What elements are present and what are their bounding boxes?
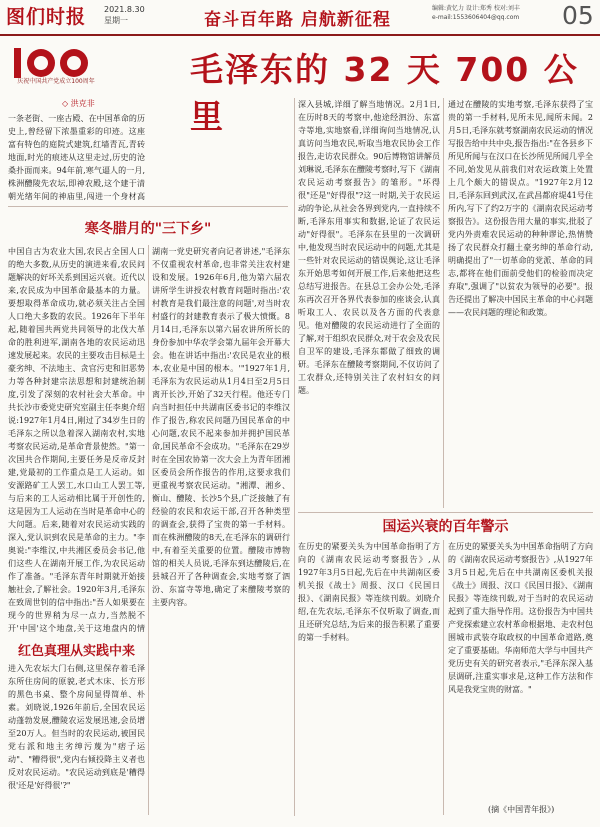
column-divider [443,98,444,508]
column-divider [148,245,149,815]
column-divider [443,540,444,815]
logo-caption: 庆祝中国共产党成立100周年 [17,78,95,85]
divider [8,206,288,207]
column-divider [294,98,295,816]
page-slogan: 奋斗百年路 启航新征程 [204,10,391,30]
masthead [0,0,600,36]
section-title-2: 国运兴衰的百年警示 [382,519,509,535]
divider [298,512,593,513]
column-3-bottom-text: 在历史的紧要关头为中国革命指明了方向的《湖南农民运动考察报告》,从1927年3月5日起,先后在中共湖南区委机关报《战士》周报、汉口《民国日报》、《湖南民报》等连续刊载。刘晓介绍,在先农坛,毛泽东不仅听取了调查,而且还研究总结,为后来的报告积累了重要的第一手材料。 [298,542,440,642]
column-4-bottom-text: 在历史的紧要关头为中国革命指明了方向的《湖南农民运动考察报告》,从1927年3月5日起,先后在中共湖南区委机关报《战士》周报、汉口《民国日报》、《湖南民报》等连续刊载,对于当时的农民运动起到了重大指导作用。这份报告为中国共产党探索建立农村革命根据地、走农村包围城市武装夺取政权的中国革命道路,奠定了重要基础。华南师范大学与中国共产党历史有关的研究者表示,"毛泽东深入基层调研,注重实事求是,这种工作方法和作风是我党宝贵的财富。" [448,542,593,694]
column-4-text: 通过在醴陵的实地考察,毛泽东获得了宝贵的第一手材料,见所未见,闻所未闻。2月5日,毛泽东就考察湖南农民运动的情况写报告给中共中央,报告指出:"在各县乡下所见所闻与在汉口在长沙所见所闻几乎全不同,始发见从前我们对农运政策上处置上几个颇大的错误点。"1927年2月12日,毛泽东回到武汉,在武昌都府堤41号住所内,写下了约2万字的《湖南农民运动考察报告》。这份报告用大量的事实,批驳了党内外责难农民运动的种种谬论,热情赞扬了农民群众打翻土豪劣绅的革命行动,明确提出了"一切革命的党派、革命的同志,都将在他们面前受他们的检验而决定弃取",强调了"以贫农为领导的必要"。报告还提出了解决中国民主革命的中心问题——农民问题的理论和政策。 [448,100,593,317]
section-title-1: 寒冬腊月的"三下乡" [84,221,212,237]
newspaper-brand: 图们时报 [6,6,87,28]
editor-info [432,4,557,22]
author-byline: ◇ 洪克非 [62,99,95,108]
article-headline: 毛泽东的 32 天 700 公里 [190,50,579,136]
issue-date-block [104,4,145,26]
intro-paragraph-cont [152,98,290,186]
intro-paragraph: 一条老街、一座古殿、在中国革命的历史上,曾经留下浓墨重彩的印迹。这座富有特色的庭院式建筑,红墙青瓦,青砖地面,时光的痕迹从这里走过,历史的沧桑扑面而来。94年前,寒气逼人的一月,株洲醴陵先农坛,即神农殿,这个建于清朝光绪年间的神庙里,闯进一个身材高 [8,114,145,200]
section-title-3: 红色真理从实践中来 [17,644,135,659]
issue-weekday: 星期一 [104,16,128,25]
source-note: (摘《中国青年报》) [488,805,555,814]
column-3-text: 深入县城,详细了解当地情况。2月1日,在历时8天的考察中,他途经泗汾、东富寺等地,实地察看,详细询问当地情况,认真访问当地农民,听取当地农民协会工作报告,走访农民群众。90后博物馆讲解员刘琳说,毛泽东在醴陵考察时,写下《湖南农民运动考察报告》的雏形。"坏得很"还是"好得很"?这一时期,关于农民运动的争论,从社会各界到党内,一直持续不断,毛泽东用事实和数据,论证了农民运动"好得很"。毛泽东在县里的一次调研中,他发现当时农民运动中的问题,尤其是一些针对农民运动的错误舆论,这让毛泽东开始思考如何开展工作,后来他把这些总结写进报告。在县总工会办公处,毛泽东再次召开各界代表参加的座谈会,认真听取工人、农民以及各方面的代表意见。他对醴陵的农民运动进行了全面的了解,对于组织农民群众,对于农会及农民自卫军的建设,毛泽东都做了细致的调研。毛泽东在醴陵考察期间,不仅访问了工农群众,还特别关注了农村妇女的问题。 [298,100,440,395]
editor-credits: 编辑:黄忆力 设计:郑秀 校对:刘丰 [432,5,520,12]
column-2-text: 湖南一党史研究者向记者讲述,"毛泽东不仅重视农村革命,也非常关注农村建设和发展。1926年6月,他为第六届农讲所学生讲授农村教育问题时指出:'农村教育是我们最注意的问题',对当时农村盛行的封建教育表示了极大愤慨。8月14日,毛泽东以第六届农讲所所长的身份参加中华农学会第九届年会开幕大会。他在讲话中指出:'农民是农业的根本,农业是中国的根本。'"1927年1月,毛泽东为农民运动从1月4日至2月5日离开长沙,开始了32天行程。他还专门向当时担任中共湖南区委书记的李维汉作了报告,称农民问题乃国民革命的中心问题,农民不起来参加并拥护国民革命,国民革命不会成功。"毛泽东在29岁时在全国农协第一次大会上为青年团湘区委员会所作报告的作用,这要求我们更重视考察农民运动。"湘潭、湘乡、衡山、醴陵、长沙5个县,广泛接触了有经验的农民和农运干部,召开各种类型的调查会,获得了宝贵的第一手材料。而在株洲醴陵的8天,在毛泽东的调研行中,有着至关重要的位置。醴陵市博物馆的相关人员说,毛泽东到达醴陵后,在县城召开了各种调查会,实地考察了泗汾、东富寺等地,确定了来醴陵考察的主要内容。 [152,247,290,607]
issue-date: 2021.8.30 [104,5,145,14]
column-1-bottom-text: 进入先农坛大门右侧,这里保存着毛泽东所住房间的原貌,老式木床、长方形的黑色书桌、整个房间显得简单、朴素。刘晓说,1926年前后,全国农民运动蓬勃发展,醴陵农运发展迅速,会员增至20万人。但当时的农民运动,被国民党右派和地主劣绅污蔑为"痞子运动"、"糟得很",党内右倾投降主义者也反对农民运动。"农民运动到底是'糟得很'还是'好得很'?" [8,664,145,790]
editor-email: e-mail:1553606404@qq.com [432,14,520,21]
column-1-text: 中国自古为农业大国,农民占全国人口的绝大多数,从历史的演进来看,农民问题解决的好坏关系到国运兴衰。近代以来,农民成为中国革命最基本的力量。要想取得革命成功,就必须关注占全国人口绝大多数的农民。1926年下半年起,随着国共两党共同领导的北伐大革命的胜利进军,湖南各地的农民运动迅速发展起来。农民的主要攻击目标是土豪劣绅、不法地主、贪官污吏和旧恶势力等各种封建宗法思想和封建统治制度,引发了深刻的农村社会大革命。中共长沙市委党史研究室副主任李奥介绍说:1927年1月4日,刚过了34岁生日的毛泽东之所以急着深入湖南农村,实地考察农民运动,是革命背景使然。"第一次国共合作期间,主要任务是反帝反封建,党最初的工作重点是工人运动。如安源路矿工人罢工,水口山工人罢工等,与后来的工人运动相比属于开创性的,这是因为工人运动在当时是革命中心的大问题。后来,随着对农民运动实践的深入,党认识到农民是革命的主力。"李奥说:"李维汉,中共湘区委员会书记,他们这些人在湖南开展工作,为农民运动作了准备。"毛泽东青年时期就开始接触社会,了解社会。1920年3月,毛泽东在致周世钊的信中指出:"吾人如果要在现今的世界稍为尽一点力,当然脱不开'中国'这个地盘,关于这地盘内的情 [8,247,145,633]
page-number: 05 [562,1,594,30]
